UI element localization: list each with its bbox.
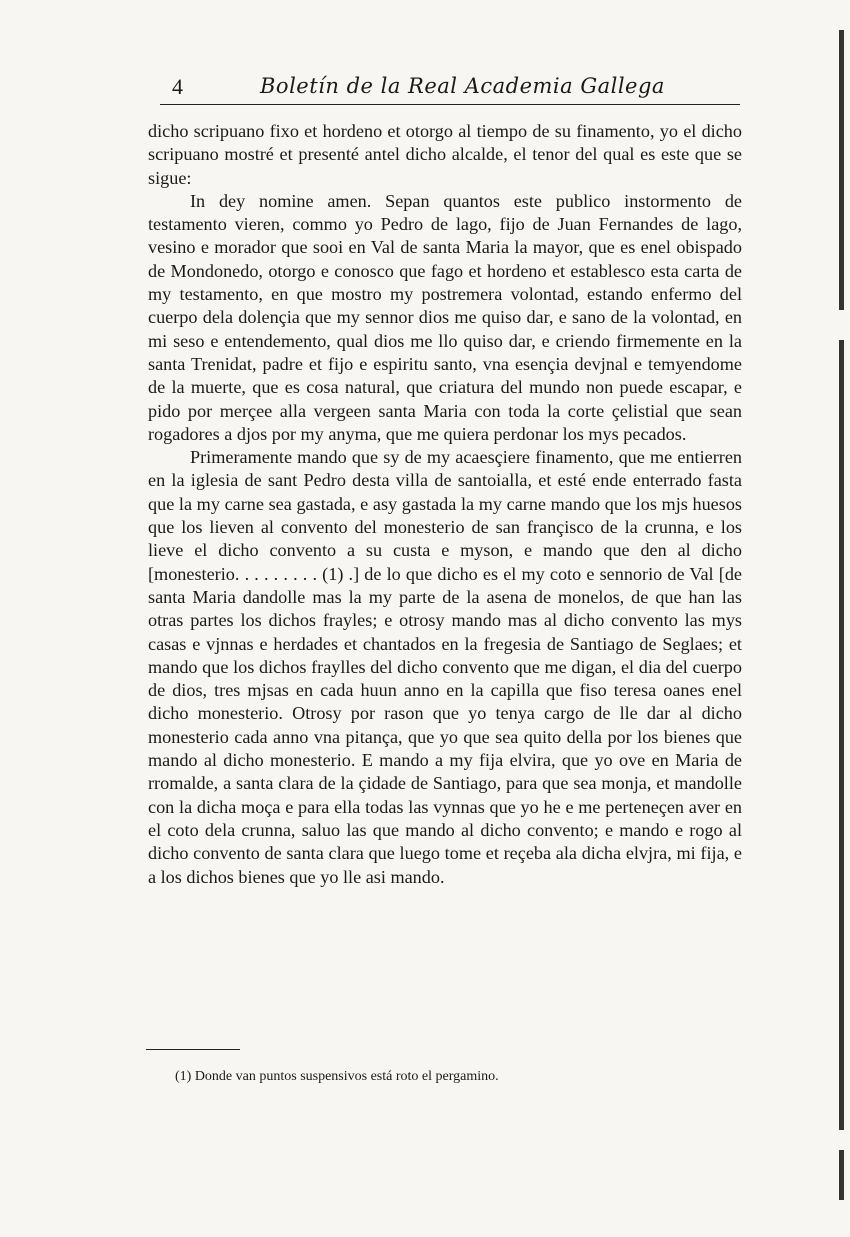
paragraph-2: In dey nomine amen. Sepan quantos este publico instormento de testamento vieren, commo yo Pedro de lago, fijo de Juan Fernandes de lago, vesino e morador que sooi en Val de santa Maria la mayor, que es enel obispado de Mondonedo, otorgo e conosco que fago et hordeno et establesco esta carta de my testamento, en que mostro my postremera volontad, estando enfermo del cuerpo dela dolençia que my sennor dios me quiso dar, e sano de la volontad, en mi seso e entendemento, qual dios me llo quiso dar, e criendo firmemente en la santa Trenidat, padre et fijo e espiritu santo, vna esençia devjnal e temyendome de la muerte, que es cosa natural, que criatura del mundo non puede escapar, e pido por merçee alla vergeen santa Maria con toda la corte çelistial que sean rogadores a djos por my anyma, que me quiera perdonar los mys pecados.: [148, 190, 742, 444]
paragraph-1: dicho scripuano fixo et hordeno et otorgo al tiempo de su finamento, yo el dicho scripuano mostré et presenté antel dicho alcalde, el tenor del qual es este que se sigue:: [148, 121, 742, 188]
body-text: [148, 120, 742, 889]
page-header: [160, 72, 740, 108]
running-title: Boletín de la Real Academia Gallega: [260, 74, 665, 98]
page-edge-gap: [836, 1130, 846, 1150]
header-rule: [160, 104, 740, 105]
footnote-rule: [146, 1049, 240, 1050]
footnote: (1) Donde van puntos suspensivos está roto el pergamino.: [175, 1069, 499, 1084]
page-number: 4: [172, 74, 183, 99]
page-edge-shadow: [839, 30, 844, 1200]
page-edge-gap: [836, 310, 846, 340]
paragraph-3: Primeramente mando que sy de my acaesçiere finamento, que me entierren en la iglesia de sant Pedro desta villa de santoialla, et esté ende enterrado fasta que la my carne sea gastada, e asy gastada la my carne mando que los mjs huesos que los lieven al convento del monesterio de san françisco de la crunna, e los lieve el dicho convento a su custa e myson, e mando que den al dicho [monesterio. . . . . . . . . (1) .] de lo que dicho es el my coto e sennorio de Val [de santa Maria dandolle mas la my parte de la asena de monelos, de que han las otras partes los dichos frayles; e otrosy mando mas al dicho convento las mys casas e vjnnas e herdades et chantados en la fregesia de Santiago de Seglaes; et mando que los dichos fraylles del dicho convento que me digan, el dia del cuerpo de dios, tres mjsas en cada huun anno en la capilla que fiso teresa oanes enel dicho monesterio. Otrosy por rason que yo tenya cargo de lle dar al dicho monesterio cada anno vna pitança, que yo que sea quito della por los bienes que mando al dicho monesterio. E mando a my fija elvira, que yo ove en Maria de rromalde, a santa clara de la çidade de Santiago, para que sea monja, et mandolle con la dicha moça e para ella todas las vynnas que yo he e me perteneçen aver en el coto dela crunna, saluo las que mando al dicho convento; e mando e rogo al dicho convento de santa clara que luego tome et reçeba ala dicha elvjra, mi fija, e a los dichos bienes que yo lle asi mando.: [148, 447, 742, 887]
